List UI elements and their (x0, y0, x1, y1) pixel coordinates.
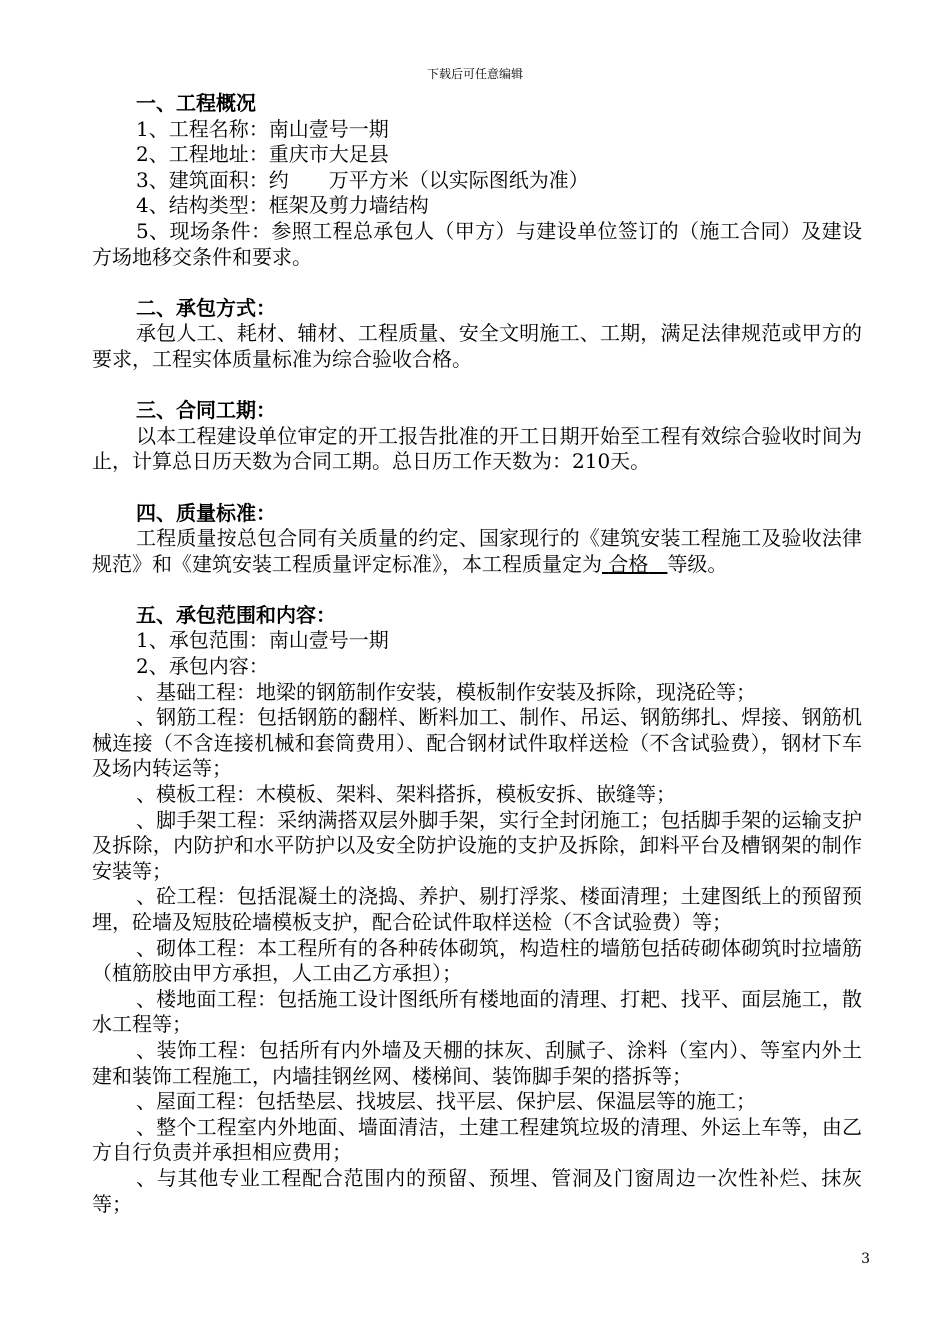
overview-item: 3、建筑面积：约 万平方米（以实际图纸为准） (136, 167, 589, 192)
scope-item: 、模板工程：木模板、架料、架料搭拆，模板安拆、嵌缝等； (136, 782, 676, 807)
quality-text-post: 等级。 (667, 551, 728, 576)
scope-item: 、基础工程：地梁的钢筋制作安装，模板制作安装及拆除，现浇砼等； (136, 679, 756, 704)
scope-item: 、砌体工程：本工程所有的各种砖体砌筑，构造柱的墙筋包括砖砌体砌筑时拉墙筋（植筋胶由甲方承担，人工由乙方承担）； (92, 935, 862, 986)
section-title-overview: 一、工程概况 (136, 91, 256, 115)
scope-item: 、钢筋工程：包括钢筋的翻样、断料加工、制作、吊运、钢筋绑扎、焊接、钢筋机械连接（不含连接机械和套筒费用）、配合钢材试件取样送检（不含试验费），钢材下车及场内转运等； (92, 705, 862, 781)
scope-item: 、屋面工程：包括垫层、找坡层、找平层、保护层、保温层等的施工； (136, 1089, 756, 1114)
scope-item: 、与其他专业工程配合范围内的预留、预埋、管洞及门窗周边一次性补烂、抹灰等； (92, 1165, 862, 1216)
quality-grade: 合格 (608, 551, 649, 576)
scope-item: 2、承包内容： (136, 654, 269, 679)
contract-period-body: 以本工程建设单位审定的开工报告批准的开工日期开始至工程有效综合验收时间为止，计算总日历天数为合同工期。总日历工作天数为：210天。 (92, 423, 862, 474)
page-header: 下载后可任意编辑 (426, 67, 523, 81)
scope-item: 、整个工程室内外地面、墙面清洁，土建工程建筑垃圾的清理、外运上车等，由乙方自行负责并承担相应费用； (92, 1114, 862, 1165)
scope-item: 1、承包范围：南山壹号一期 (136, 628, 389, 653)
quality-standard-body (92, 526, 862, 577)
scope-item: 、脚手架工程：采纳满搭双层外脚手架，实行全封闭施工；包括脚手架的运输支护及拆除，内防护和水平防护以及安全防护设施的支护及拆除，卸料平台及槽钢架的制作安装等； (92, 807, 862, 883)
page-number: 3 (861, 1251, 870, 1267)
overview-item: 4、结构类型：框架及剪力墙结构 (136, 193, 429, 218)
contract-method-body: 承包人工、耗材、辅材、工程质量、安全文明施工、工期，满足法律规范或甲方的要求，工程实体质量标准为综合验收合格。 (92, 321, 862, 371)
document-body (92, 91, 862, 1217)
section-title-contract-method: 二、承包方式： (136, 295, 276, 320)
overview-item: 1、工程名称：南山壹号一期 (136, 116, 389, 141)
scope-item: 、砼工程：包括混凝土的浇捣、养护、剔打浮浆、楼面清理；土建图纸上的预留预埋，砼墙及短肢砼墙模板支护，配合砼试件取样送检（不含试验费）等； (92, 884, 862, 934)
section-title-scope: 五、承包范围和内容： (136, 602, 336, 627)
overview-item: 5、现场条件：参照工程总承包人（甲方）与建设单位签订的（施工合同）及建设方场地移交条件和要求。 (92, 218, 862, 269)
section-title-quality-standard: 四、质量标准： (136, 500, 276, 525)
quality-text-pre: 工程质量按总包合同有关质量的约定、国家现行的《建筑安装工程施工及验收法律规范》和《建筑安装工程质量评定标准》，本工程质量定为 (92, 526, 862, 576)
scope-item: 、装饰工程：包括所有内外墙及天棚的抹灰、刮腻子、涂料（室内）、等室内外土建和装饰工程施工，内墙挂钢丝网、楼梯间、装饰脚手架的搭拆等； (92, 1037, 862, 1088)
scope-item: 、楼地面工程：包括施工设计图纸所有楼地面的清理、打耙、找平、面层施工，散水工程等； (92, 986, 862, 1037)
overview-item: 2、工程地址：重庆市大足县 (136, 142, 389, 167)
section-title-contract-period: 三、合同工期： (136, 398, 276, 423)
